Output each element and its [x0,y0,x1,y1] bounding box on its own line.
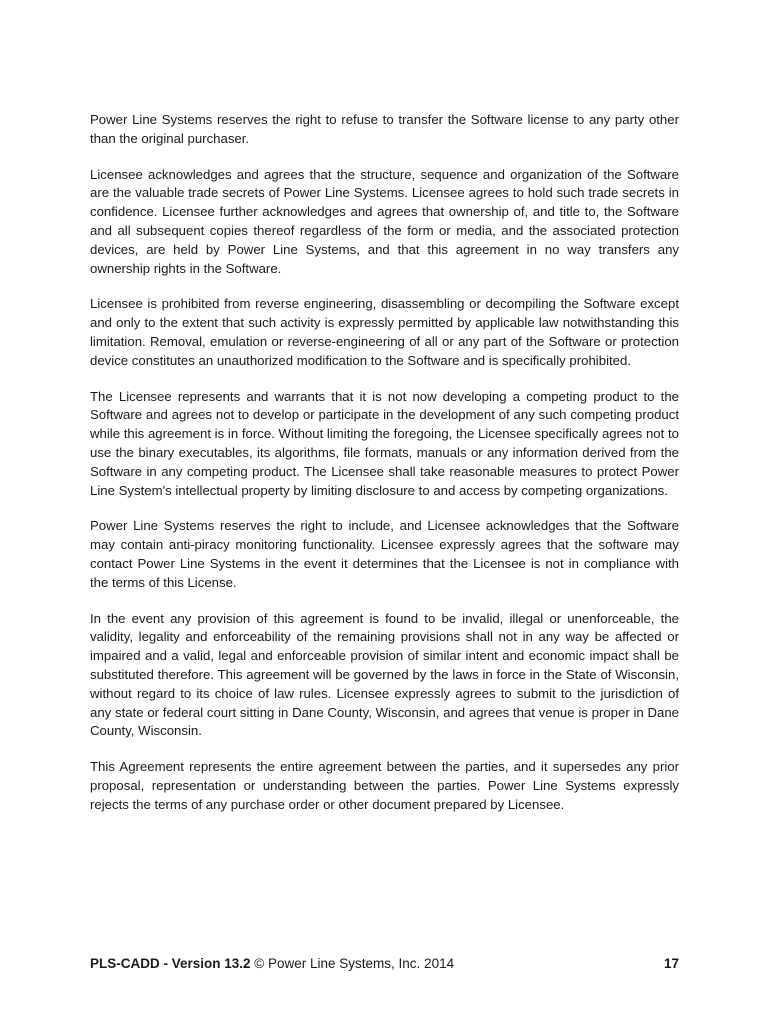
footer-title [90,955,454,973]
paragraph-trade-secrets: Licensee acknowledges and agrees that the structure, sequence and organization of the Software are the valuable trade secrets of Power Line Systems. Licensee agrees to hold such trade secrets in confidence. Licensee further acknowledges and agrees that ownership of, and title to, the Software and all subsequent copies thereof regardless of the form or media, and the associated protection devices, are held by Power Line Systems, and that this agreement in no way transfers any ownership rights in the Software. [90,166,679,276]
page-number: 17 [663,956,679,971]
document-body [90,111,679,832]
footer-product: PLS-CADD - Version 13.2 [90,956,251,971]
page-footer [90,955,679,973]
paragraph-severability: In the event any provision of this agreement is found to be invalid, illegal or unenforceable, the validity, legality and enforceability of the remaining provisions shall not in any way be affected or impaired and a valid, legal and enforceable provision of similar intent and economic impact shall be substituted therefore. This agreement will be governed by the laws in force in the State of Wisconsin, without regard to its choice of law rules. Licensee expressly agrees to submit to the jurisdiction of any state or federal court sitting in Dane County, Wisconsin, and agrees that venue is proper in Dane County, Wisconsin. [90,610,679,739]
paragraph-reverse-engineering: Licensee is prohibited from reverse engineering, disassembling or decompiling the Software except and only to the extent that such activity is expressly permitted by applicable law notwithstanding this limitation. Removal, emulation or reverse-engineering of all or any part of the Software or protection device constitutes an unauthorized modification to the Software and is specifically prohibited. [90,296,679,368]
paragraph-transfer: Power Line Systems reserves the right to refuse to transfer the Software license to any party other than the original purchaser. [90,112,679,146]
footer-copyright: © Power Line Systems, Inc. 2014 [250,956,455,971]
paragraph-anti-piracy: Power Line Systems reserves the right to include, and Licensee acknowledges that the Software may contain anti-piracy monitoring functionality. Licensee expressly agrees that the software may contact Power Line Systems in the event it determines that the Licensee is not in compliance with the terms of this License. [90,518,679,590]
paragraph-entire-agreement: This Agreement represents the entire agreement between the parties, and it supersedes any prior proposal, representation or understanding between the parties. Power Line Systems expressly rejects the terms of any purchase order or other document prepared by Licensee. [90,759,679,812]
paragraph-competing-product: The Licensee represents and warrants that it is not now developing a competing product to the Software and agrees not to develop or participate in the development of any such competing product while this agreement is in force. Without limiting the foregoing, the Licensee specifically agrees not to use the binary executables, its algorithms, file formats, manuals or any information derived from the Software in any competing product. The Licensee shall take reasonable measures to protect Power Line System's intellectual property by limiting disclosure to and access by competing organizations. [90,388,679,498]
